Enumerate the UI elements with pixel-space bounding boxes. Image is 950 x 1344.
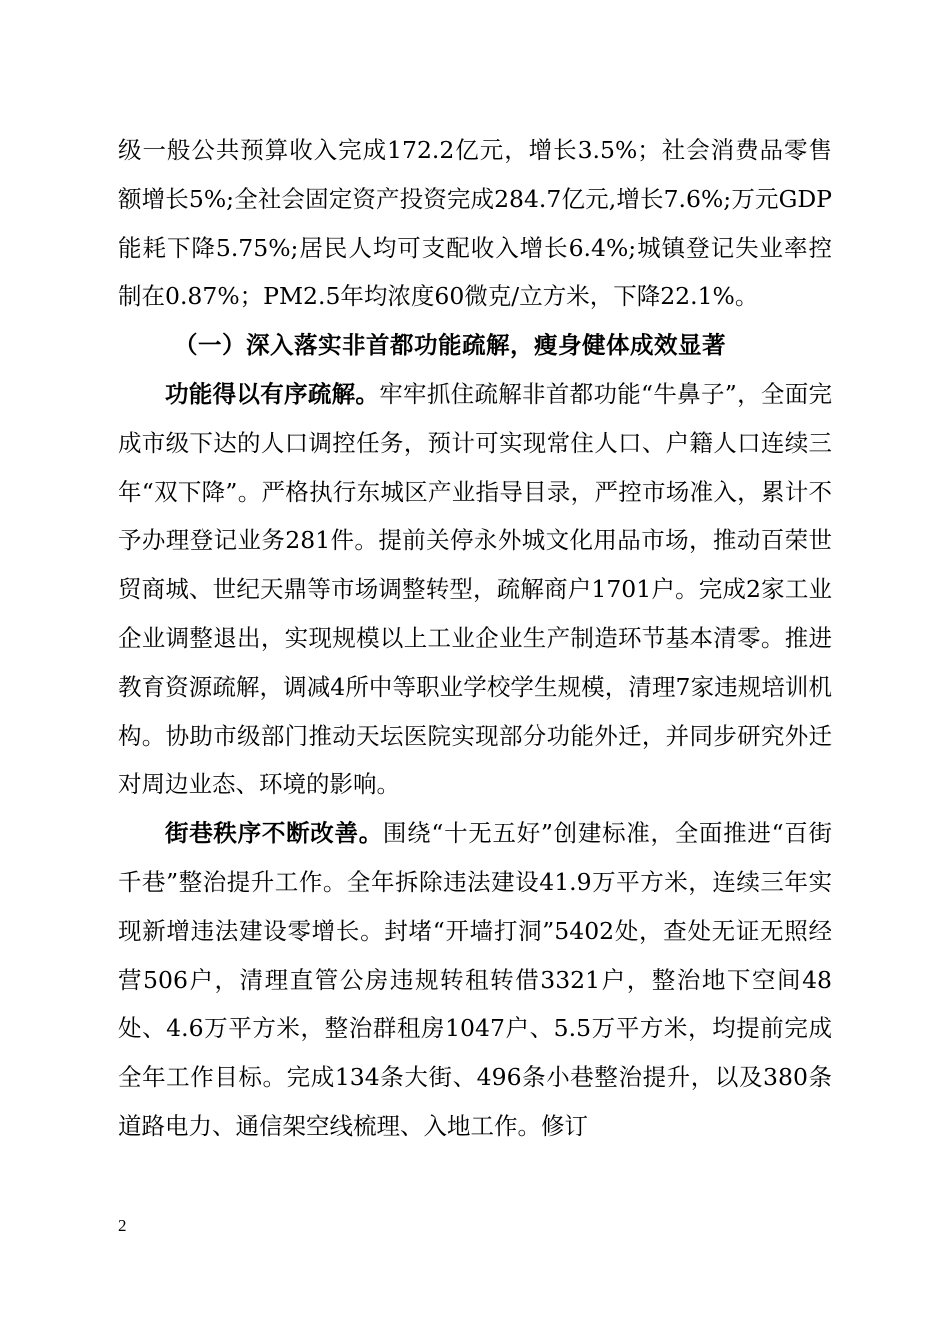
paragraph-function-relief <box>118 370 832 809</box>
heading-text: （一）深入落实非首都功能疏解，瘦身健体成效显著 <box>174 331 726 360</box>
page-number: 2 <box>118 1216 127 1235</box>
document-body <box>118 126 832 1151</box>
paragraph-street-order <box>118 809 832 1151</box>
paragraph-lead: 街巷秩序不断改善。 <box>165 819 383 848</box>
paragraph-text: 牢牢抓住疏解非首都功能“牛鼻子”，全面完成市级下达的人口调控任务，预计可实现常住人口、户籍人口连续三年“双下降”。严格执行东城区产业指导目录，严控市场准入，累计不予办理登记业务281件。提前关停永外城文化用品市场，推动百荣世贸商城、世纪天鼎等市场调整转型，疏解商户1701户。完成2家工业企业调整退出，实现规模以上工业企业生产制造环节基本清零。推进教育资源疏解，调减4所中等职业学校学生规模，清理7家违规培训机构。协助市级部门推动天坛医院实现部分功能外迁，并同步研究外迁对周边业态、环境的影响。 <box>118 379 833 799</box>
paragraph-text: 级一般公共预算收入完成172.2亿元，增长3.5%；社会消费品零售额增长5%;全社会固定资产投资完成284.7亿元,增长7.6%;万元GDP能耗下降5.75%;居民人均可支配收入增长6.4%;城镇登记失业率控制在0.87%；PM2.5年均浓度60微克/立方米，下降22.1%。 <box>118 136 832 311</box>
paragraph-text: 围绕“十无五好”创建标准，全面推进“百街千巷”整治提升工作。全年拆除违法建设41.9万平方米，连续三年实现新增违法建设零增长。封堵“开墙打洞”5402处，查处无证无照经营506户，清理直管公房违规转租转借3321户，整治地下空间48处、4.6万平方米，整治群租房1047户、5.5万平方米，均提前完成全年工作目标。完成134条大街、496条小巷整治提升，以及380条道路电力、通信架空线梳理、入地工作。修订 <box>118 819 833 1140</box>
paragraph-lead: 功能得以有序疏解。 <box>165 379 380 408</box>
section-heading <box>118 321 832 370</box>
paragraph-statistics <box>118 126 832 321</box>
